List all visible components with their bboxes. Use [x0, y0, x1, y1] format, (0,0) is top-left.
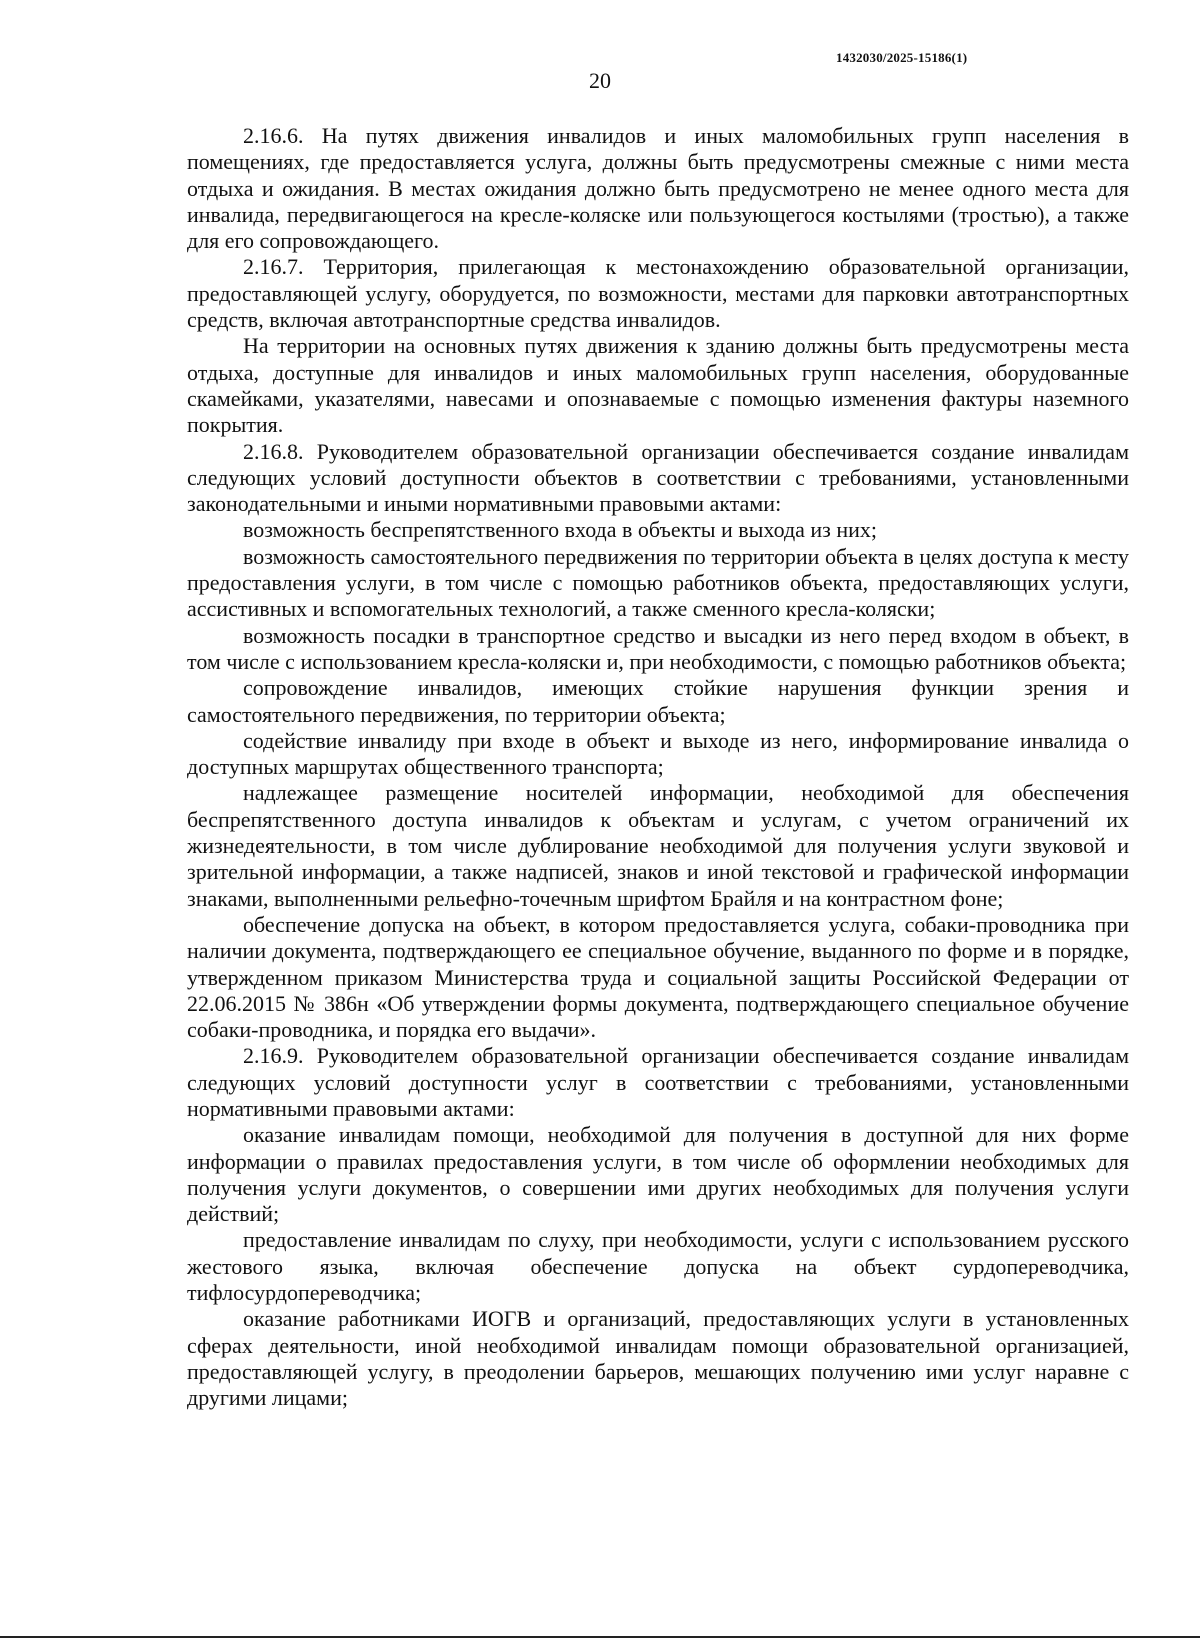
document-id: 1432030/2025-15186(1): [836, 50, 968, 65]
paragraph-2-16-7: 2.16.7. Территория, прилегающая к местонахождению образовательной организации, предоставляющей услугу, оборудуется, по возможности, местами для парковки автотранспортных средств, включая автотранспортные средства инвалидов.: [187, 254, 1129, 333]
list-item-entry-exit: возможность беспрепятственного входа в объекты и выхода из них;: [243, 517, 878, 543]
list-item-transport: возможность посадки в транспортное средство и высадки из него перед входом в объект, в том числе с использованием кресла-коляски и, при необходимости, с помощью работников объекта;: [187, 622, 1129, 674]
list-item-movement: возможность самостоятельного передвижения по территории объекта в целях доступа к месту предоставления услуги, в том числе с помощью работников объекта, предоставляющих услуги, ассистивных и вспомогательных технологий, а также сменного кресла-коляски;: [187, 543, 1129, 622]
paragraph-2-16-8: 2.16.8. Руководителем образовательной организации обеспечивается создание инвалидам следующих условий доступности объектов в соответствии с требованиями, установленными законодательными и иными нормативными правовыми актами:: [187, 438, 1129, 517]
paragraph-2-16-6: 2.16.6. На путях движения инвалидов и иных маломобильных групп населения в помещениях, где предоставляется услуга, должны быть предусмотрены смежные с ними места отдыха и ожидания. В местах ожидания должно быть предусмотрено не менее одного места для инвалида, передвигающегося на кресле-коляске или пользующегося костылями (тростью), а также для его сопровождающего.: [187, 123, 1129, 254]
list-item-assistance: содействие инвалиду при входе в объект и выходе из него, информирование инвалида о доступных маршрутах общественного транспорта;: [187, 727, 1129, 780]
document-body: [187, 123, 1129, 1412]
list-item-help-information: оказание инвалидам помощи, необходимой для получения в доступной для них форме информации о правилах предоставления услуги, в том числе об оформлении необходимых для получения услуги документов, о совершении ими других необходимых для получения услуги действий;: [187, 1122, 1129, 1227]
list-item-escort: сопровождение инвалидов, имеющих стойкие нарушения функции зрения и самостоятельного передвижения, по территории объекта;: [187, 675, 1129, 727]
list-item-sign-language: предоставление инвалидам по слуху, при необходимости, услуги с использованием русского жестового языка, включая обеспечение допуска на объект сурдопереводчика, тифлосурдопереводчика;: [187, 1227, 1129, 1306]
list-item-guide-dog: обеспечение допуска на объект, в котором предоставляется услуга, собаки-проводника при наличии документа, подтверждающего ее специальное обучение, выданного по форме и в порядке, утвержденном приказом Министерства труда и социальной защиты Российской Федерации от 22.06.2015 № 386н «Об утверждении формы документа, подтверждающего специальное обучение собаки-проводника, и порядка его выдачи».: [187, 911, 1129, 1043]
bottom-scan-edge: [0, 1636, 1200, 1638]
paragraph-2-16-9: 2.16.9. Руководителем образовательной организации обеспечивается создание инвалидам следующих условий доступности услуг в соответствии с требованиями, установленными нормативными правовыми актами:: [187, 1043, 1129, 1121]
paragraph-territory: На территории на основных путях движения к зданию должны быть предусмотрены места отдыха, доступные для инвалидов и иных маломобильных групп населения, оборудованные скамейками, указателями, навесами и опознаваемые с помощью изменения фактуры наземного покрытия.: [187, 333, 1129, 438]
list-item-barrier-help: оказание работниками ИОГВ и организаций, предоставляющих услуги в установленных сферах деятельности, иной необходимой инвалидам помощи образовательной организацией, предоставляющей услугу, в преодолении барьеров, мешающих получению ими услуг наравне с другими лицами;: [187, 1306, 1129, 1411]
list-item-information-media: надлежащее размещение носителей информации, необходимой для обеспечения беспрепятственного доступа инвалидов к объектам и услугам, с учетом ограничений их жизнедеятельности, в том числе дублирование необходимой для получения услуги звуковой и зрительной информации, а также надписей, знаков и иной текстовой и графической информации знаками, выполненными рельефно-точечным шрифтом Брайля и на контрастном фоне;: [187, 780, 1129, 911]
page-number: 20: [589, 68, 611, 93]
